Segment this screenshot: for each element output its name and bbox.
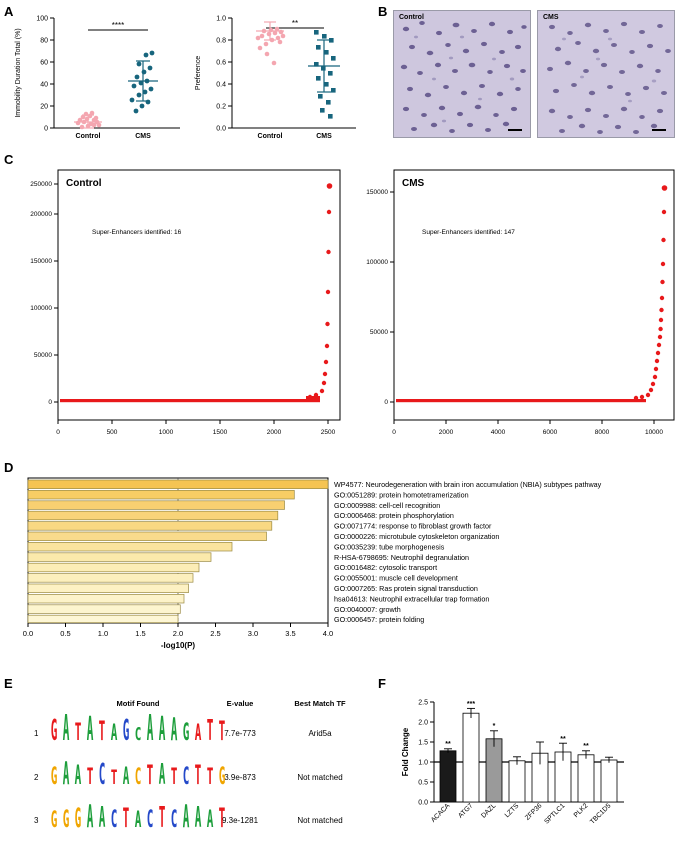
svg-text:GO:0071774: response to fibrob: GO:0071774: response to fibroblast growth factor — [334, 521, 492, 531]
svg-text:E-value: E-value — [226, 699, 254, 708]
svg-text:A: A — [62, 757, 70, 792]
svg-text:2.5: 2.5 — [210, 629, 221, 638]
svg-text:7.7e-773: 7.7e-773 — [224, 729, 256, 738]
scalebar-cms — [652, 129, 666, 131]
chart-hockey-control — [10, 162, 345, 452]
svg-text:0.6: 0.6 — [216, 59, 226, 67]
svg-text:GO:0040007: growth: GO:0040007: growth — [334, 604, 401, 614]
svg-text:GO:0006468: protein phosphoryl: GO:0006468: protein phosphorylation — [334, 511, 454, 521]
svg-text:CMS: CMS — [135, 133, 151, 140]
svg-text:A: A — [122, 763, 130, 791]
svg-text:**: ** — [445, 741, 451, 748]
micrograph-control — [393, 10, 531, 138]
svg-text:**: ** — [583, 743, 589, 750]
svg-text:T: T — [74, 719, 82, 747]
svg-text:0.8: 0.8 — [216, 37, 226, 45]
svg-text:2.5: 2.5 — [418, 699, 428, 707]
svg-text:2000: 2000 — [266, 429, 282, 436]
svg-text:0.4: 0.4 — [216, 81, 226, 89]
svg-text:T: T — [158, 801, 166, 835]
svg-text:G: G — [74, 802, 82, 834]
svg-text:C: C — [182, 763, 190, 791]
svg-text:***: *** — [466, 701, 476, 708]
svg-text:A: A — [86, 709, 94, 749]
svg-text:TBC1D5: TBC1D5 — [589, 802, 613, 826]
svg-text:60: 60 — [40, 59, 48, 67]
svg-text:1.0: 1.0 — [216, 15, 226, 23]
svg-text:3.9e-873: 3.9e-873 — [224, 773, 256, 782]
svg-text:A: A — [62, 708, 70, 750]
svg-text:C: C — [110, 806, 118, 834]
svg-text:80: 80 — [40, 37, 48, 45]
svg-text:0.2: 0.2 — [216, 103, 226, 111]
svg-text:1.5: 1.5 — [418, 739, 428, 747]
chart-immobility — [8, 8, 188, 143]
svg-text:Fold Change: Fold Change — [401, 727, 410, 777]
svg-text:100: 100 — [36, 15, 48, 23]
svg-text:1500: 1500 — [212, 429, 228, 436]
svg-text:GO:0007265: Ras protein signal: GO:0007265: Ras protein signal transduction — [334, 584, 478, 593]
svg-text:9.3e-1281: 9.3e-1281 — [221, 816, 259, 825]
svg-text:C: C — [134, 765, 142, 791]
svg-text:G: G — [218, 763, 226, 791]
svg-text:40: 40 — [40, 81, 48, 89]
svg-text:1.0: 1.0 — [418, 759, 428, 767]
svg-text:3.0: 3.0 — [247, 629, 259, 638]
svg-text:2: 2 — [34, 773, 39, 782]
svg-text:T: T — [86, 765, 94, 791]
svg-text:hsa04613: Neutrophil extracell: hsa04613: Neutrophil extracellular trap formation — [334, 594, 490, 604]
svg-text:T: T — [122, 802, 130, 834]
svg-text:Motif Found: Motif Found — [116, 699, 160, 708]
svg-text:4000: 4000 — [490, 429, 506, 436]
svg-text:-log10(P): -log10(P) — [160, 641, 196, 650]
svg-text:Preference: Preference — [195, 55, 202, 91]
svg-text:1.0: 1.0 — [97, 629, 109, 638]
svg-text:T: T — [98, 715, 106, 747]
svg-text:0: 0 — [392, 429, 396, 436]
svg-text:T: T — [170, 765, 178, 791]
svg-text:4.0: 4.0 — [322, 629, 334, 638]
svg-text:Immobility Duration Total (%): Immobility Duration Total (%) — [15, 28, 22, 118]
svg-text:T: T — [194, 759, 202, 791]
svg-text:1.5: 1.5 — [135, 629, 146, 638]
svg-text:T: T — [206, 714, 214, 748]
svg-text:50000: 50000 — [33, 352, 52, 359]
svg-text:0: 0 — [384, 399, 388, 406]
svg-text:ATG7: ATG7 — [457, 802, 475, 820]
svg-text:LZTS: LZTS — [503, 802, 521, 820]
svg-text:T: T — [218, 715, 226, 747]
svg-text:A: A — [98, 801, 106, 835]
scalebar-control — [508, 129, 522, 131]
svg-text:0.0: 0.0 — [418, 799, 428, 807]
svg-text:Control: Control — [257, 133, 283, 140]
svg-text:CMS: CMS — [402, 178, 425, 189]
svg-text:100000: 100000 — [30, 305, 52, 312]
svg-text:T: T — [110, 765, 118, 789]
svg-text:GO:0035239: tube morphogenesis: GO:0035239: tube morphogenesis — [334, 542, 445, 552]
svg-text:C: C — [98, 758, 106, 792]
svg-text:A: A — [206, 806, 214, 834]
chart-pathway-enrichment — [10, 472, 675, 652]
svg-text:A: A — [170, 713, 178, 748]
svg-text:A: A — [158, 758, 166, 792]
svg-text:2500: 2500 — [320, 429, 336, 436]
svg-text:Not matched: Not matched — [297, 816, 343, 825]
svg-text:2.0: 2.0 — [172, 629, 184, 638]
chart-preference — [190, 8, 360, 143]
micrograph-cms-label: CMS — [543, 14, 559, 21]
panel-letter-a: A — [4, 4, 14, 19]
svg-text:G: G — [122, 714, 130, 748]
svg-text:GO:0016482: cytosolic transpor: GO:0016482: cytosolic transport — [334, 563, 438, 573]
svg-text:6000: 6000 — [542, 429, 558, 436]
svg-text:C: C — [146, 806, 154, 834]
svg-text:*: * — [492, 723, 496, 730]
svg-text:A: A — [182, 800, 190, 835]
svg-text:8000: 8000 — [594, 429, 610, 436]
svg-text:3.5: 3.5 — [285, 629, 296, 638]
svg-text:A: A — [194, 801, 202, 835]
svg-text:0.5: 0.5 — [418, 779, 428, 787]
svg-text:G: G — [50, 808, 58, 834]
svg-text:2.0: 2.0 — [418, 719, 428, 727]
svg-text:A: A — [146, 708, 154, 750]
svg-text:GO:0055001: muscle cell develo: GO:0055001: muscle cell development — [334, 573, 458, 583]
panel-letter-e: E — [4, 676, 13, 691]
svg-text:C: C — [134, 724, 142, 745]
svg-text:PLK2: PLK2 — [572, 802, 590, 820]
panel-letter-b: B — [378, 4, 388, 19]
svg-text:****: **** — [111, 21, 125, 30]
svg-text:150000: 150000 — [30, 258, 52, 265]
svg-text:2000: 2000 — [438, 429, 454, 436]
svg-text:0: 0 — [48, 399, 52, 406]
svg-text:GO:0000226: microtubule cytosk: GO:0000226: microtubule cytoskeleton organization — [334, 532, 500, 541]
svg-text:150000: 150000 — [366, 189, 388, 196]
svg-text:G: G — [62, 806, 70, 834]
svg-text:ZFP36: ZFP36 — [524, 802, 544, 822]
panel-letter-d: D — [4, 460, 14, 475]
svg-text:0: 0 — [44, 125, 48, 133]
svg-text:Not matched: Not matched — [297, 773, 343, 782]
svg-text:500: 500 — [106, 429, 118, 436]
svg-text:C: C — [170, 806, 178, 834]
svg-text:WP4577: Neurodegeneration with: WP4577: Neurodegeneration with brain iron accumulation (NBIA) subtypes pathway — [334, 480, 602, 489]
motif-table — [14, 690, 364, 840]
svg-text:20: 20 — [40, 103, 48, 111]
svg-text:DAZL: DAZL — [480, 802, 498, 820]
chart-hockey-cms — [352, 162, 680, 452]
svg-text:T: T — [218, 802, 226, 834]
svg-text:SPTLC1: SPTLC1 — [543, 802, 567, 826]
svg-text:Control: Control — [66, 178, 102, 189]
svg-text:0.0: 0.0 — [22, 629, 34, 638]
svg-text:200000: 200000 — [30, 211, 52, 218]
svg-text:50000: 50000 — [369, 329, 388, 336]
svg-text:1: 1 — [34, 729, 39, 738]
svg-text:0.5: 0.5 — [60, 629, 71, 638]
svg-text:A: A — [158, 709, 166, 749]
svg-text:3: 3 — [34, 816, 39, 825]
svg-text:**: ** — [291, 19, 299, 28]
svg-text:A: A — [110, 721, 118, 747]
svg-text:A: A — [134, 808, 142, 834]
svg-text:GO:0051289: protein homotetram: GO:0051289: protein homotetramerization — [334, 490, 469, 500]
svg-text:GO:0006457: protein folding: GO:0006457: protein folding — [334, 615, 425, 624]
svg-text:A: A — [194, 721, 202, 747]
panel-letter-c: C — [4, 152, 14, 167]
svg-text:ACACA: ACACA — [429, 802, 452, 824]
svg-text:A: A — [74, 759, 82, 791]
svg-text:1000: 1000 — [158, 429, 174, 436]
chart-qpcr-fold-change — [392, 690, 677, 840]
svg-text:100000: 100000 — [366, 259, 388, 266]
svg-text:G: G — [182, 719, 190, 747]
svg-text:G: G — [50, 763, 58, 791]
svg-text:T: T — [206, 765, 214, 791]
svg-text:GO:0009988: cell-cell recognit: GO:0009988: cell-cell recognition — [334, 500, 441, 510]
svg-text:G: G — [50, 714, 58, 748]
panel-letter-f: F — [378, 676, 386, 691]
svg-text:Control: Control — [75, 133, 101, 140]
svg-text:10000: 10000 — [644, 429, 664, 436]
svg-text:Super-Enhancers identified: 1: Super-Enhancers identified: 147 — [422, 229, 515, 236]
svg-text:A: A — [86, 800, 94, 835]
svg-text:Super-Enhancers identified: 1: Super-Enhancers identified: 16 — [92, 229, 182, 236]
svg-text:250000: 250000 — [30, 181, 52, 188]
svg-text:**: ** — [560, 736, 566, 743]
svg-text:0.0: 0.0 — [216, 125, 226, 133]
svg-text:0: 0 — [56, 429, 60, 436]
svg-text:Best Match TF: Best Match TF — [294, 699, 346, 708]
micrograph-cms — [537, 10, 675, 138]
svg-text:CMS: CMS — [316, 133, 332, 140]
svg-text:T: T — [146, 759, 154, 791]
micrograph-control-label: Control — [399, 14, 424, 21]
svg-text:Arid5a: Arid5a — [308, 729, 332, 738]
svg-text:R-HSA-6798695: Neutrophil degr: R-HSA-6798695: Neutrophil degranulation — [334, 552, 470, 562]
